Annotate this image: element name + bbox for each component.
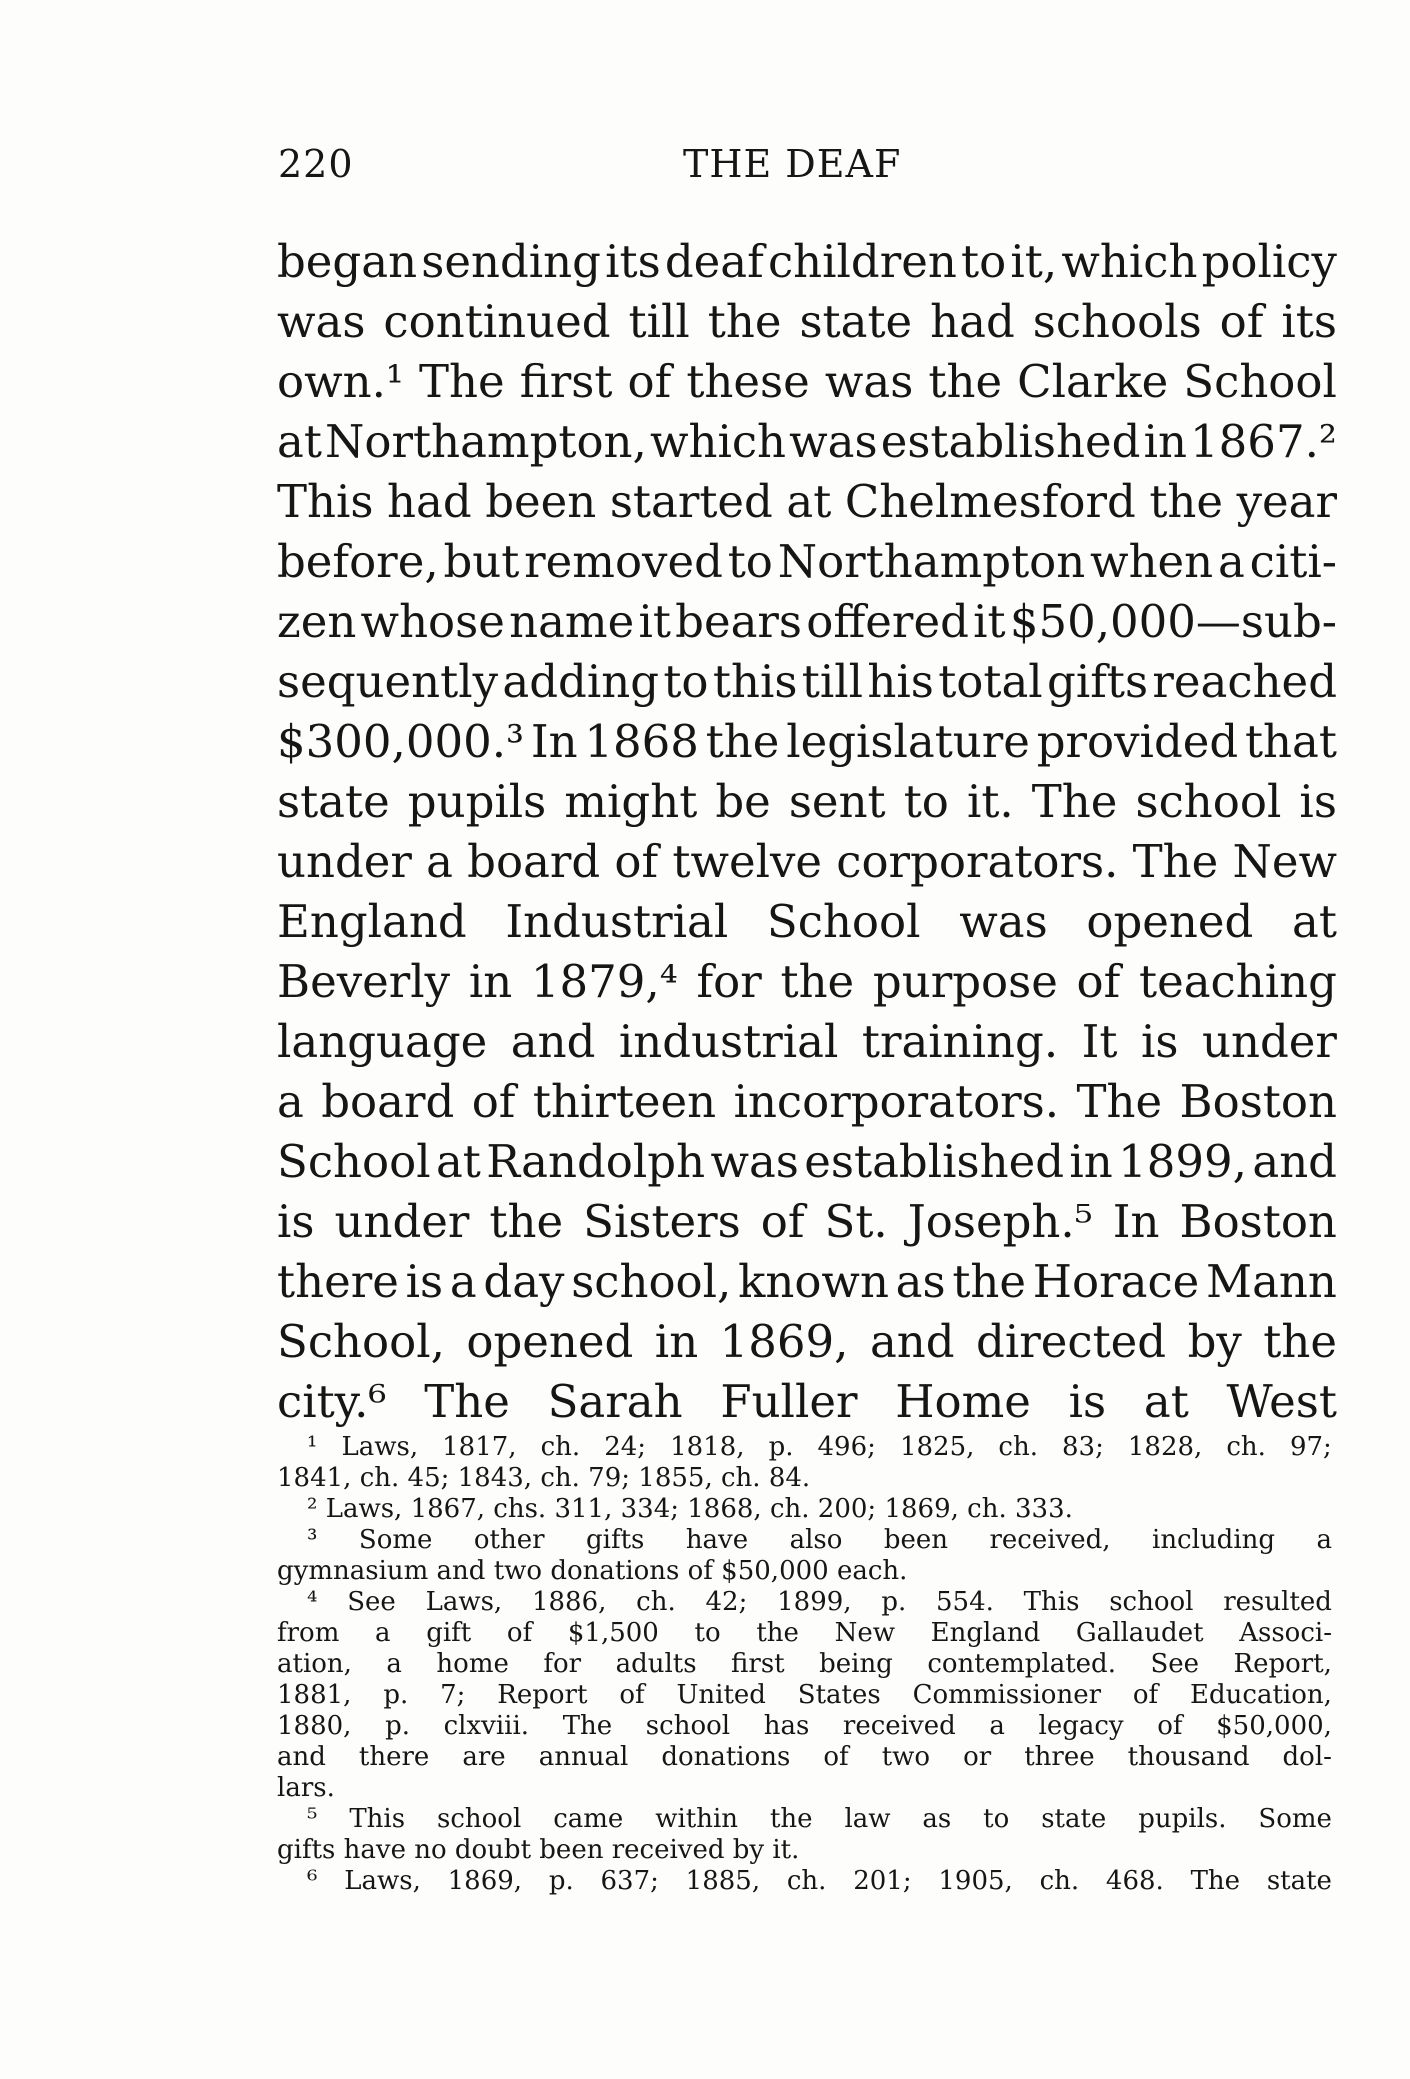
body-line: before, but removed to Northampton when a citi- xyxy=(277,535,1337,588)
body-line: city.⁶ The Sarah Fuller Home is at West xyxy=(277,1375,1337,1428)
body-line: This had been started at Chelmesford the year xyxy=(277,475,1337,528)
footnote-line: ¹ Laws, 1817, ch. 24; 1818, p. 496; 1825, ch. 83; 1828, ch. 97; xyxy=(307,1432,1332,1462)
body-line: School at Randolph was established in 1899, and xyxy=(277,1135,1337,1188)
footnote-line: 1880, p. clxviii. The school has received a legacy of $50,000, xyxy=(277,1711,1332,1741)
body-line: language and industrial training. It is under xyxy=(277,1015,1337,1068)
footnote-line: ation, a home for adults first being contemplated. See Report, xyxy=(277,1649,1332,1679)
footnotes xyxy=(277,1432,1332,1897)
footnote-line: 1881, p. 7; Report of United States Commissioner of Education, xyxy=(277,1680,1332,1710)
footnote-line: lars. xyxy=(277,1773,335,1803)
body-line: zen whose name it bears offered it $50,000—sub- xyxy=(277,595,1337,648)
footnote-line: gifts have no doubt been received by it. xyxy=(277,1835,800,1865)
body-line: a board of thirteen incorporators. The Boston xyxy=(277,1075,1337,1128)
footnote-line: ³ Some other gifts have also been received, including a xyxy=(307,1525,1332,1555)
footnote-line: ⁴ See Laws, 1886, ch. 42; 1899, p. 554. This school resulted xyxy=(307,1587,1332,1617)
page-number: 220 xyxy=(278,142,354,186)
body-line: state pupils might be sent to it. The school is xyxy=(277,775,1337,828)
footnote-line: ² Laws, 1867, chs. 311, 334; 1868, ch. 200; 1869, ch. 333. xyxy=(307,1494,1073,1524)
body-line: there is a day school, known as the Horace Mann xyxy=(277,1255,1337,1308)
running-title: THE DEAF xyxy=(683,142,902,186)
body-line: began sending its deaf children to it, which policy xyxy=(277,235,1337,288)
footnote-line: and there are annual donations of two or three thousand dol- xyxy=(277,1742,1332,1772)
body-line: Beverly in 1879,⁴ for the purpose of teaching xyxy=(277,955,1337,1008)
body-line: $300,000.³ In 1868 the legislature provided that xyxy=(277,715,1337,768)
body-line: England Industrial School was opened at xyxy=(277,895,1337,948)
footnote-line: ⁶ Laws, 1869, p. 637; 1885, ch. 201; 1905, ch. 468. The state xyxy=(307,1866,1332,1896)
body-line: is under the Sisters of St. Joseph.⁵ In Boston xyxy=(277,1195,1337,1248)
body-text xyxy=(277,232,1337,1432)
body-line: own.¹ The first of these was the Clarke School xyxy=(277,355,1337,408)
footnote-line: from a gift of $1,500 to the New England Gallaudet Associ- xyxy=(277,1618,1332,1648)
body-line: at Northampton, which was established in 1867.² xyxy=(277,415,1337,468)
footnote-line: 1841, ch. 45; 1843, ch. 79; 1855, ch. 84. xyxy=(277,1463,811,1493)
body-line: was continued till the state had schools of its xyxy=(277,295,1337,348)
body-line: under a board of twelve corporators. The New xyxy=(277,835,1337,888)
body-line: School, opened in 1869, and directed by the xyxy=(277,1315,1337,1368)
footnote-line: ⁵ This school came within the law as to state pupils. Some xyxy=(307,1804,1332,1834)
footnote-line: gymnasium and two donations of $50,000 each. xyxy=(277,1556,908,1586)
body-line: sequently adding to this till his total gifts reached xyxy=(277,655,1337,708)
running-head xyxy=(278,142,1328,202)
